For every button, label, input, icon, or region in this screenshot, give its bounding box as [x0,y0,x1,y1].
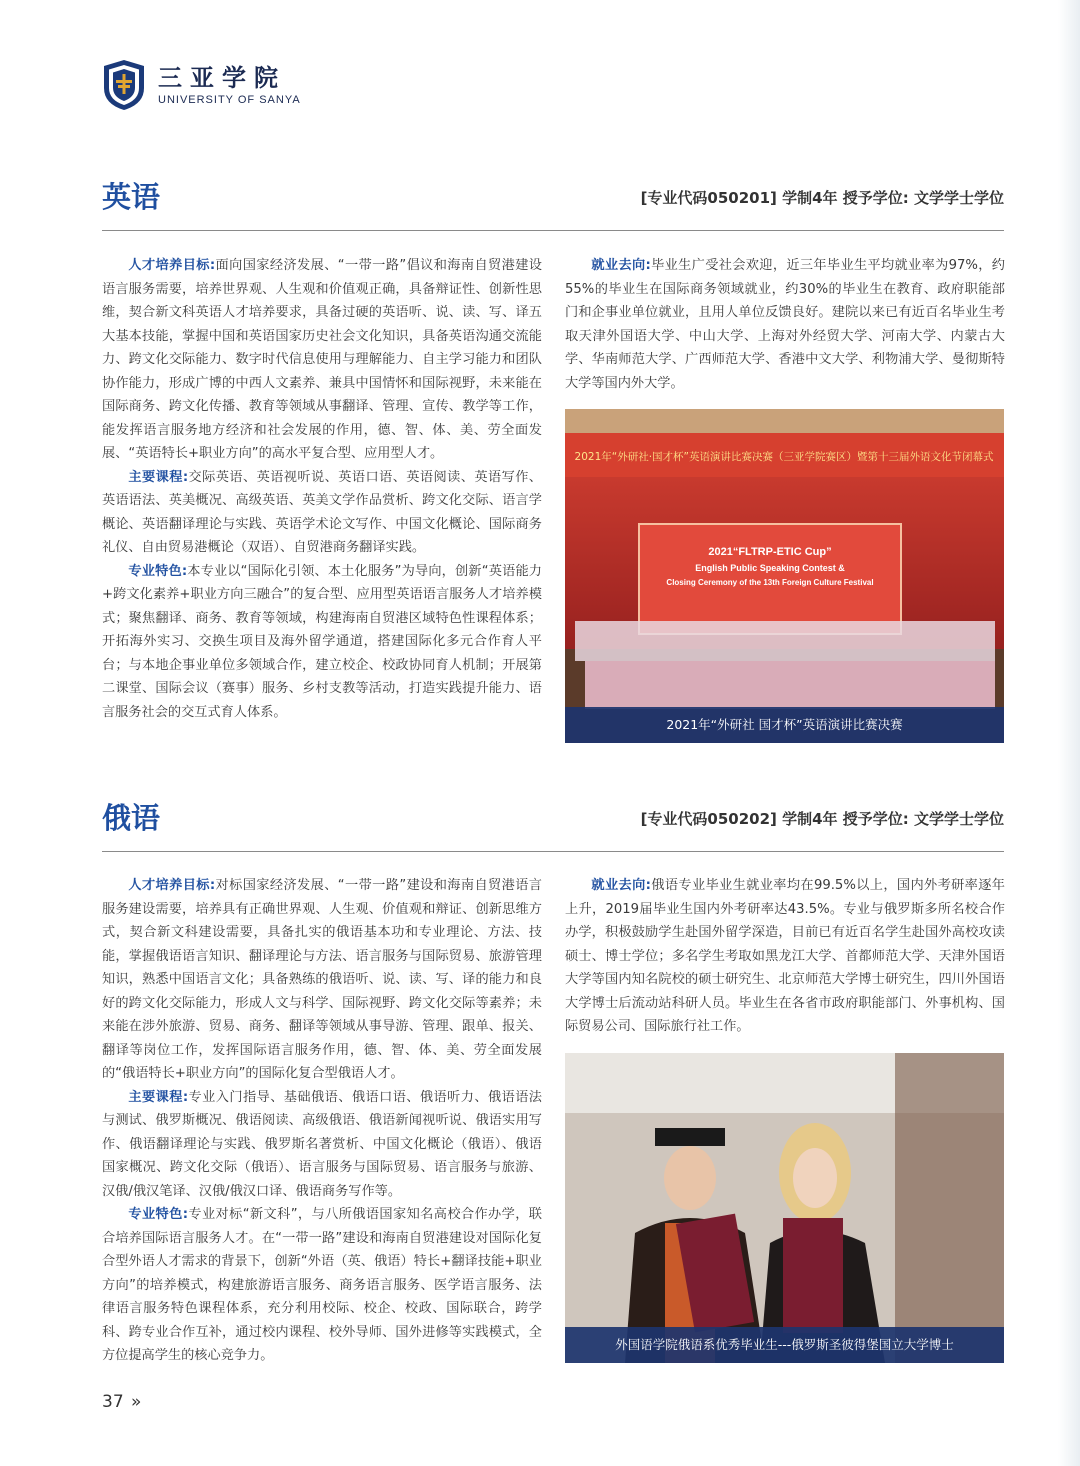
section-divider [102,230,1004,231]
career-text: 毕业生广受社会欢迎，近三年毕业生平均就业率为97%，约55%的毕业生在国际商务领域就业，约30%的毕业生在教育、政府职能部门和企事业单位就业，且用人单位反馈良好。建院以来已有近百名毕业生考取天津外国语大学、中山大学、上海对外经贸大学、河南大学、内蒙古大学、华南师范大学、广西师范大学、香港中文大学、利物浦大学、曼彻斯特大学等国内外大学。 [565,258,1005,391]
goal-label: 人才培养目标: [128,258,216,273]
section-header-english [102,175,1004,215]
school-name-cn: 三亚学院 [158,63,286,92]
section-meta: [专业代码050202] 学制4年 授予学位: 文学学士学位 [640,810,1004,828]
screen-line-2: English Public Speaking Contest & [695,563,845,573]
training-goal-paragraph [102,254,542,466]
features-label: 专业特色: [128,563,188,579]
section-title: 俄语 [102,801,161,835]
crowd-front-row [585,661,995,709]
courses-text: 交际英语、英语视听说、英语口语、英语阅读、英语写作、英语语法、英美概况、高级英语、英美文学作品赏析、跨文化交际、语言学概论、英语翻译理论与实践、英语学术论文写作、中国文化概论、国际商务礼仪、自由贸易港概论（双语）、自贸港商务翻译实践。 [102,469,542,555]
section-header-russian [102,796,1004,836]
goal-text: 对标国家经济发展、“一带一路”建设和海南自贸港语言服务建设需要，培养具有正确世界观、人生观、价值观和辩证、创新思维方式，契合新文科建设需要，具备扎实的俄语基本功和专业理论、方法、技能，掌握俄语语言知识、翻译理论与方法、语言服务与国际贸易、旅游管理知识，熟悉中国语言文化；具备熟练的俄语听、说、读、写、译的能力和良好的跨文化交际能力，形成人文与科学、国际视野、跨文化交际等素养；未来能在涉外旅游、贸易、商务、翻译等领域从事导游、管理、跟单、报关、翻译等岗位工作，发挥国际语言服务作用，德、智、体、美、劳全面发展的“俄语特长+职业方向”的国际化复合型俄语人才。 [102,878,542,1081]
russian-graduate-photo [565,1053,1004,1363]
school-name-en: UNIVERSITY OF SANYA [158,94,301,106]
english-contest-photo [565,409,1004,743]
english-right-column [565,254,1005,395]
page-number-value: 37 [102,1392,124,1412]
crowd-back-row [575,621,995,661]
contest-stage-image [565,409,1004,743]
career-label: 就业去向: [591,258,651,273]
banner-text: 2021年“外研社·国才杯”英语演讲比赛决赛（三亚学院赛区）暨第十三届外语文化节闭幕式 [574,451,994,463]
screen-title: 2021“FLTRP-ETIC Cup” [708,546,832,558]
graduates-image [565,1053,1004,1363]
next-chevron-icon: » [131,1392,142,1412]
features-paragraph [102,560,542,725]
section-divider [102,851,1004,852]
section-meta: [专业代码050201] 学制4年 授予学位: 文学学士学位 [640,189,1004,207]
russian-left-column [102,874,542,1368]
career-label: 就业去向: [591,878,651,893]
career-paragraph [565,254,1005,395]
photo-caption: 外国语学院俄语系优秀毕业生---俄罗斯圣彼得堡国立大学博士 [565,1327,1004,1363]
university-seal-icon [100,58,148,112]
training-goal-paragraph [102,874,542,1086]
screen-line-3: Closing Ceremony of the 13th Foreign Culture Festival [666,578,874,587]
courses-text: 专业入门指导、基础俄语、俄语口语、俄语听力、俄语语法与测试、俄罗斯概况、俄语阅读、高级俄语、俄语新闻视听说、俄语实用写作、俄语翻译理论与实践、俄罗斯名著赏析、中国文化概论（俄语）、俄语国家概况、跨文化交际（俄语）、语言服务与国际贸易、语言服务与旅游、汉俄/俄汉笔译、汉俄/俄汉口译、俄语商务写作等。 [102,1089,542,1199]
page-edge-shadow [1058,0,1080,1466]
features-paragraph [102,1203,542,1368]
university-logo [100,58,301,112]
career-text: 俄语专业毕业生就业率均在99.5%以上，国内外考研率逐年上升，2019届毕业生国内外考研率达43.5%。专业与俄罗斯多所名校合作办学，积极鼓励学生赴国外留学深造，目前已有近百名学生赴国外高校攻读硕士、博士学位；多名学生考取如黑龙江大学、首都师范大学、天津外国语大学等国内知名院校的硕士研究生、北京师范大学博士研究生，四川外国语大学博士后流动站科研人员。毕业生在各省市政府职能部门、外事机构、国际贸易公司、国际旅行社工作。 [565,878,1005,1034]
features-text: 本专业以“国际化引领、本土化服务”为导向，创新“英语能力+跨文化素养+职业方向三融合”的复合型、应用型英语语言服务人才培养模式；聚焦翻译、商务、教育等领域，构建海南自贸港区域特色性课程体系；开拓海外实习、交换生项目及海外留学通道，搭建国际化多元合作育人平台；与本地企事业单位多领域合作，建立校企、校政协同育人机制；开展第二课堂、国际会议（赛事）服务、乡村支教等活动，打造实践提升能力、语言服务社会的交互式育人体系。 [102,563,542,720]
courses-paragraph [102,1086,542,1204]
career-paragraph [565,874,1005,1039]
section-title: 英语 [102,180,161,214]
courses-label: 主要课程: [128,1089,189,1105]
goal-text: 面向国家经济发展、“一带一路”倡议和海南自贸港建设语言服务需要，培养世界观、人生观和价值观正确，具备辩证性、创新性思维，契合新文科英语人才培养要求，具备过硬的英语听、说、读、写、译五大基本技能，掌握中国和英语国家历史社会文化知识，具备英语沟通交流能力、跨文化交际能力、数字时代信息使用与理解能力、自主学习能力和团队协作能力，形成广博的中西人文素养、兼具中国情怀和国际视野，未来能在国际商务、跨文化传播、教育等领域从事翻译、管理、宣传、教学等工作，能发挥语言服务地方经济和社会发展的作用，德、智、体、美、劳全面发展、“英语特长+职业方向”的高水平复合型、应用型人才。 [102,258,542,461]
features-text: 专业对标“新文科”，与八所俄语国家知名高校合作办学，联合培养国际语言服务人才。在“一带一路”建设和海南自贸港建设对国际化复合型外语人才需求的背景下，创新“外语（英、俄语）特长+翻译技能+职业方向”的培养模式，构建旅游语言服务、商务语言服务、医学语言服务、法律语言服务特色课程体系，充分利用校际、校企、校政、国际联合，跨学科、跨专业合作互补，通过校内课程、校外导师、国外进修等实践模式，全方位提高学生的核心竞争力。 [102,1207,542,1363]
features-label: 专业特色: [128,1207,188,1222]
russian-right-column [565,874,1005,1039]
english-left-column [102,254,542,724]
courses-paragraph [102,466,542,560]
page-number [102,1392,141,1412]
courses-label: 主要课程: [128,469,189,485]
photo-caption: 2021年“外研社 国才杯”英语演讲比赛决赛 [565,707,1004,743]
goal-label: 人才培养目标: [128,878,216,893]
